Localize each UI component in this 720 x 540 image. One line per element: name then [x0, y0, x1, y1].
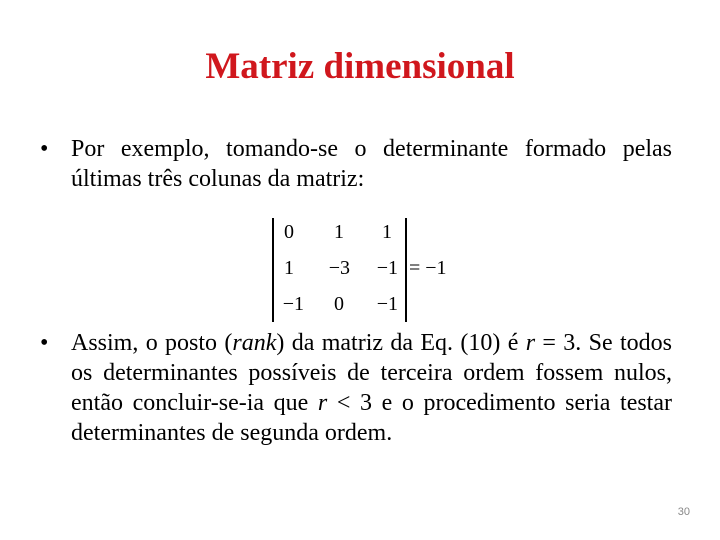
- rank-word: rank: [232, 330, 277, 356]
- variable-r: r: [525, 330, 536, 356]
- text-run: = 3. Se todos os determinantes possíveis de terceira ordem fossem nulos, então concluir-se-ia que: [71, 330, 672, 416]
- text-run: ) da matriz da Eq. (10) é: [276, 330, 526, 356]
- slide-title: Matriz dimensional: [205, 46, 515, 87]
- matrix-cell: 1: [334, 221, 344, 243]
- matrix-cell: 0: [284, 221, 294, 243]
- matrix-cell: −1: [376, 257, 398, 279]
- text-run: < 3 e o procedimento seria testar determinantes de segunda ordem.: [71, 390, 672, 446]
- text-run: Assim, o posto (: [71, 330, 233, 356]
- matrix-cell: −1: [282, 293, 304, 315]
- determinant-right-bar: [405, 218, 407, 322]
- matrix-cell: −3: [328, 257, 350, 279]
- matrix-cell: −1: [376, 293, 398, 315]
- matrix-cell: 0: [334, 293, 344, 315]
- matrix-cell: 1: [382, 221, 392, 243]
- determinant-result: = −1: [409, 257, 447, 279]
- bullet-item-example: [40, 134, 672, 194]
- bullet-text: [71, 328, 672, 448]
- bullet-marker: •: [40, 136, 49, 162]
- matrix-cell: 1: [284, 257, 294, 279]
- bullet-item-rank: [40, 328, 672, 448]
- bullet-marker: •: [40, 330, 49, 356]
- variable-r: r: [317, 390, 328, 416]
- bullet-text: Por exemplo, tomando-se o determinante formado pelas últimas três colunas da matriz:: [71, 136, 672, 192]
- determinant-matrix: [268, 214, 468, 326]
- page-number: 30: [677, 506, 690, 518]
